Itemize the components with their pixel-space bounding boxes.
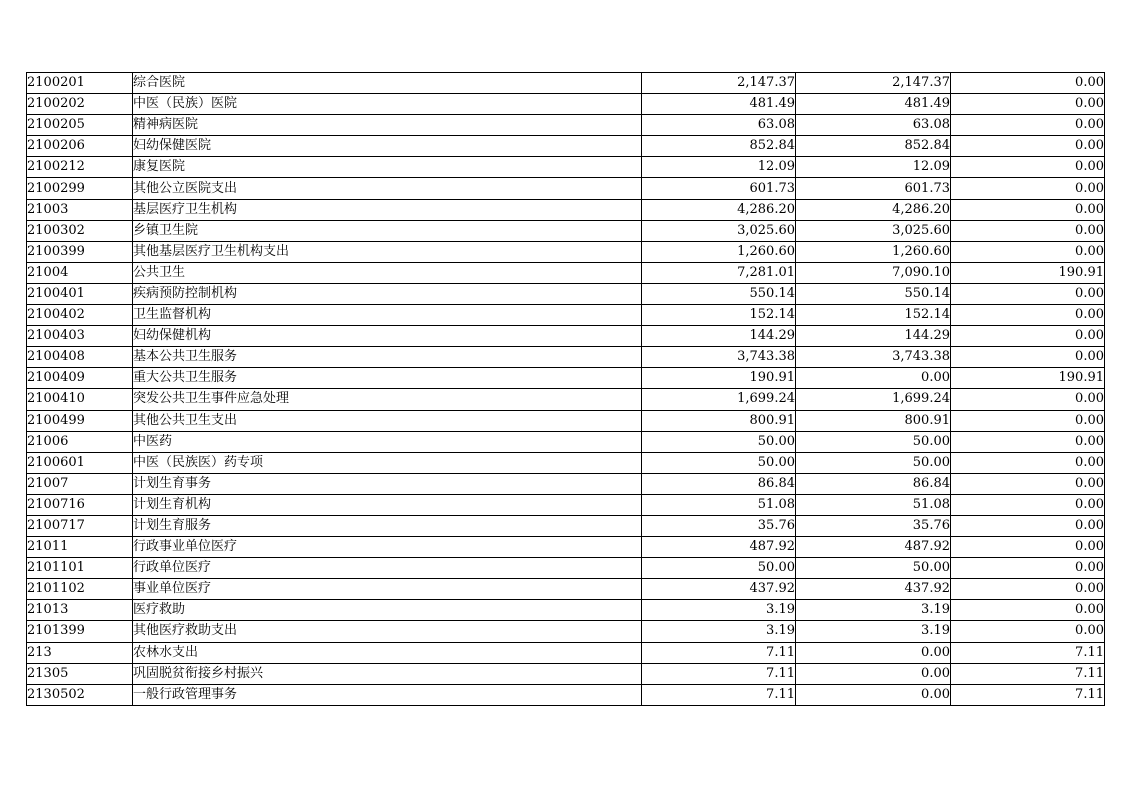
row-total-cell: 86.84 xyxy=(642,473,796,494)
row-basic-cell: 0.00 xyxy=(796,368,951,389)
row-project-cell: 0.00 xyxy=(951,220,1105,241)
row-basic-cell: 3,743.38 xyxy=(796,347,951,368)
row-basic-cell: 0.00 xyxy=(796,684,951,705)
row-basic-cell: 550.14 xyxy=(796,283,951,304)
row-name-cell: 其他公立医院支出 xyxy=(133,178,642,199)
row-total-cell: 601.73 xyxy=(642,178,796,199)
table-row xyxy=(27,241,1105,262)
row-total-cell: 7.11 xyxy=(642,663,796,684)
row-basic-cell: 0.00 xyxy=(796,642,951,663)
table-row xyxy=(27,579,1105,600)
row-code-cell: 213 xyxy=(27,642,133,663)
row-code-cell: 2100402 xyxy=(27,305,133,326)
row-name-cell: 重大公共卫生服务 xyxy=(133,368,642,389)
row-name-cell: 公共卫生 xyxy=(133,262,642,283)
table-row xyxy=(27,473,1105,494)
table-row xyxy=(27,389,1105,410)
row-code-cell: 2100499 xyxy=(27,410,133,431)
row-code-cell: 2100409 xyxy=(27,368,133,389)
row-code-cell: 2100201 xyxy=(27,73,133,94)
row-project-cell: 0.00 xyxy=(951,115,1105,136)
budget-table xyxy=(26,72,1105,706)
row-project-cell: 0.00 xyxy=(951,473,1105,494)
row-total-cell: 50.00 xyxy=(642,431,796,452)
row-project-cell: 0.00 xyxy=(951,410,1105,431)
table-row xyxy=(27,452,1105,473)
row-name-cell: 其他公共卫生支出 xyxy=(133,410,642,431)
row-name-cell: 事业单位医疗 xyxy=(133,579,642,600)
row-project-cell: 0.00 xyxy=(951,199,1105,220)
row-project-cell: 0.00 xyxy=(951,537,1105,558)
table-row xyxy=(27,684,1105,705)
row-basic-cell: 12.09 xyxy=(796,157,951,178)
row-project-cell: 0.00 xyxy=(951,241,1105,262)
table-row xyxy=(27,136,1105,157)
row-code-cell: 21007 xyxy=(27,473,133,494)
row-basic-cell: 86.84 xyxy=(796,473,951,494)
row-code-cell: 2101101 xyxy=(27,558,133,579)
row-basic-cell: 1,699.24 xyxy=(796,389,951,410)
row-total-cell: 7.11 xyxy=(642,642,796,663)
row-basic-cell: 50.00 xyxy=(796,558,951,579)
row-name-cell: 其他基层医疗卫生机构支出 xyxy=(133,241,642,262)
row-project-cell: 0.00 xyxy=(951,73,1105,94)
row-project-cell: 0.00 xyxy=(951,157,1105,178)
row-name-cell: 计划生育事务 xyxy=(133,473,642,494)
row-name-cell: 中医（民族医）药专项 xyxy=(133,452,642,473)
row-total-cell: 1,260.60 xyxy=(642,241,796,262)
row-project-cell: 0.00 xyxy=(951,494,1105,515)
row-code-cell: 2100717 xyxy=(27,515,133,536)
row-total-cell: 800.91 xyxy=(642,410,796,431)
row-basic-cell: 3.19 xyxy=(796,600,951,621)
row-project-cell: 0.00 xyxy=(951,326,1105,347)
row-name-cell: 中医药 xyxy=(133,431,642,452)
row-total-cell: 487.92 xyxy=(642,537,796,558)
table-row xyxy=(27,515,1105,536)
row-name-cell: 精神病医院 xyxy=(133,115,642,136)
row-total-cell: 3.19 xyxy=(642,600,796,621)
table-row xyxy=(27,73,1105,94)
row-code-cell: 2101102 xyxy=(27,579,133,600)
row-basic-cell: 50.00 xyxy=(796,431,951,452)
row-code-cell: 2100202 xyxy=(27,94,133,115)
row-project-cell: 0.00 xyxy=(951,136,1105,157)
row-code-cell: 21004 xyxy=(27,262,133,283)
row-name-cell: 突发公共卫生事件应急处理 xyxy=(133,389,642,410)
row-basic-cell: 487.92 xyxy=(796,537,951,558)
row-code-cell: 2100399 xyxy=(27,241,133,262)
table-row xyxy=(27,663,1105,684)
table-row xyxy=(27,537,1105,558)
table-row xyxy=(27,199,1105,220)
row-name-cell: 综合医院 xyxy=(133,73,642,94)
row-basic-cell: 4,286.20 xyxy=(796,199,951,220)
row-total-cell: 437.92 xyxy=(642,579,796,600)
table-row xyxy=(27,178,1105,199)
row-project-cell: 7.11 xyxy=(951,642,1105,663)
row-project-cell: 0.00 xyxy=(951,347,1105,368)
row-code-cell: 2100401 xyxy=(27,283,133,304)
row-name-cell: 医疗救助 xyxy=(133,600,642,621)
row-project-cell: 0.00 xyxy=(951,621,1105,642)
row-project-cell: 7.11 xyxy=(951,663,1105,684)
row-project-cell: 0.00 xyxy=(951,283,1105,304)
row-basic-cell: 601.73 xyxy=(796,178,951,199)
table-row xyxy=(27,115,1105,136)
row-basic-cell: 51.08 xyxy=(796,494,951,515)
row-project-cell: 0.00 xyxy=(951,389,1105,410)
table-row xyxy=(27,621,1105,642)
table-row xyxy=(27,326,1105,347)
row-project-cell: 190.91 xyxy=(951,368,1105,389)
row-code-cell: 21006 xyxy=(27,431,133,452)
table-row xyxy=(27,600,1105,621)
row-basic-cell: 1,260.60 xyxy=(796,241,951,262)
row-project-cell: 0.00 xyxy=(951,515,1105,536)
row-basic-cell: 152.14 xyxy=(796,305,951,326)
table-row xyxy=(27,283,1105,304)
row-code-cell: 2100212 xyxy=(27,157,133,178)
table-row xyxy=(27,494,1105,515)
row-name-cell: 康复医院 xyxy=(133,157,642,178)
row-project-cell: 0.00 xyxy=(951,431,1105,452)
row-total-cell: 1,699.24 xyxy=(642,389,796,410)
row-total-cell: 4,286.20 xyxy=(642,199,796,220)
table-row xyxy=(27,431,1105,452)
row-name-cell: 乡镇卫生院 xyxy=(133,220,642,241)
row-project-cell: 0.00 xyxy=(951,558,1105,579)
row-name-cell: 农林水支出 xyxy=(133,642,642,663)
row-basic-cell: 481.49 xyxy=(796,94,951,115)
table-row xyxy=(27,157,1105,178)
row-project-cell: 0.00 xyxy=(951,178,1105,199)
row-code-cell: 2100206 xyxy=(27,136,133,157)
table-row xyxy=(27,642,1105,663)
row-basic-cell: 852.84 xyxy=(796,136,951,157)
table-row xyxy=(27,305,1105,326)
row-name-cell: 一般行政管理事务 xyxy=(133,684,642,705)
row-code-cell: 21305 xyxy=(27,663,133,684)
row-code-cell: 2100410 xyxy=(27,389,133,410)
row-basic-cell: 800.91 xyxy=(796,410,951,431)
row-name-cell: 行政单位医疗 xyxy=(133,558,642,579)
row-code-cell: 2100299 xyxy=(27,178,133,199)
row-name-cell: 妇幼保健机构 xyxy=(133,326,642,347)
row-total-cell: 3,025.60 xyxy=(642,220,796,241)
row-basic-cell: 63.08 xyxy=(796,115,951,136)
row-total-cell: 3,743.38 xyxy=(642,347,796,368)
row-project-cell: 7.11 xyxy=(951,684,1105,705)
row-total-cell: 190.91 xyxy=(642,368,796,389)
row-total-cell: 63.08 xyxy=(642,115,796,136)
row-total-cell: 852.84 xyxy=(642,136,796,157)
row-basic-cell: 2,147.37 xyxy=(796,73,951,94)
row-basic-cell: 35.76 xyxy=(796,515,951,536)
row-total-cell: 7,281.01 xyxy=(642,262,796,283)
row-project-cell: 190.91 xyxy=(951,262,1105,283)
table-row xyxy=(27,220,1105,241)
row-code-cell: 2100601 xyxy=(27,452,133,473)
row-total-cell: 7.11 xyxy=(642,684,796,705)
row-total-cell: 50.00 xyxy=(642,558,796,579)
row-total-cell: 2,147.37 xyxy=(642,73,796,94)
row-total-cell: 550.14 xyxy=(642,283,796,304)
row-code-cell: 2100403 xyxy=(27,326,133,347)
table-row xyxy=(27,410,1105,431)
row-total-cell: 144.29 xyxy=(642,326,796,347)
row-name-cell: 行政事业单位医疗 xyxy=(133,537,642,558)
row-code-cell: 2100408 xyxy=(27,347,133,368)
row-name-cell: 巩固脱贫衔接乡村振兴 xyxy=(133,663,642,684)
row-basic-cell: 3,025.60 xyxy=(796,220,951,241)
row-total-cell: 481.49 xyxy=(642,94,796,115)
table-row xyxy=(27,347,1105,368)
table-row xyxy=(27,94,1105,115)
table-row xyxy=(27,262,1105,283)
row-basic-cell: 3.19 xyxy=(796,621,951,642)
row-code-cell: 2100205 xyxy=(27,115,133,136)
table-body xyxy=(27,73,1105,706)
row-project-cell: 0.00 xyxy=(951,600,1105,621)
row-name-cell: 计划生育服务 xyxy=(133,515,642,536)
row-project-cell: 0.00 xyxy=(951,94,1105,115)
row-name-cell: 妇幼保健医院 xyxy=(133,136,642,157)
table-row xyxy=(27,558,1105,579)
row-code-cell: 21003 xyxy=(27,199,133,220)
row-project-cell: 0.00 xyxy=(951,305,1105,326)
row-total-cell: 35.76 xyxy=(642,515,796,536)
row-code-cell: 2100302 xyxy=(27,220,133,241)
row-name-cell: 中医（民族）医院 xyxy=(133,94,642,115)
row-basic-cell: 0.00 xyxy=(796,663,951,684)
table-row xyxy=(27,368,1105,389)
row-total-cell: 3.19 xyxy=(642,621,796,642)
row-total-cell: 152.14 xyxy=(642,305,796,326)
row-basic-cell: 50.00 xyxy=(796,452,951,473)
row-basic-cell: 437.92 xyxy=(796,579,951,600)
row-code-cell: 21013 xyxy=(27,600,133,621)
row-code-cell: 2101399 xyxy=(27,621,133,642)
row-code-cell: 21011 xyxy=(27,537,133,558)
row-project-cell: 0.00 xyxy=(951,452,1105,473)
row-total-cell: 51.08 xyxy=(642,494,796,515)
row-name-cell: 其他医疗救助支出 xyxy=(133,621,642,642)
row-total-cell: 50.00 xyxy=(642,452,796,473)
row-basic-cell: 7,090.10 xyxy=(796,262,951,283)
row-name-cell: 基层医疗卫生机构 xyxy=(133,199,642,220)
row-name-cell: 疾病预防控制机构 xyxy=(133,283,642,304)
row-code-cell: 2130502 xyxy=(27,684,133,705)
row-name-cell: 基本公共卫生服务 xyxy=(133,347,642,368)
row-total-cell: 12.09 xyxy=(642,157,796,178)
row-code-cell: 2100716 xyxy=(27,494,133,515)
row-project-cell: 0.00 xyxy=(951,579,1105,600)
row-basic-cell: 144.29 xyxy=(796,326,951,347)
row-name-cell: 卫生监督机构 xyxy=(133,305,642,326)
row-name-cell: 计划生育机构 xyxy=(133,494,642,515)
